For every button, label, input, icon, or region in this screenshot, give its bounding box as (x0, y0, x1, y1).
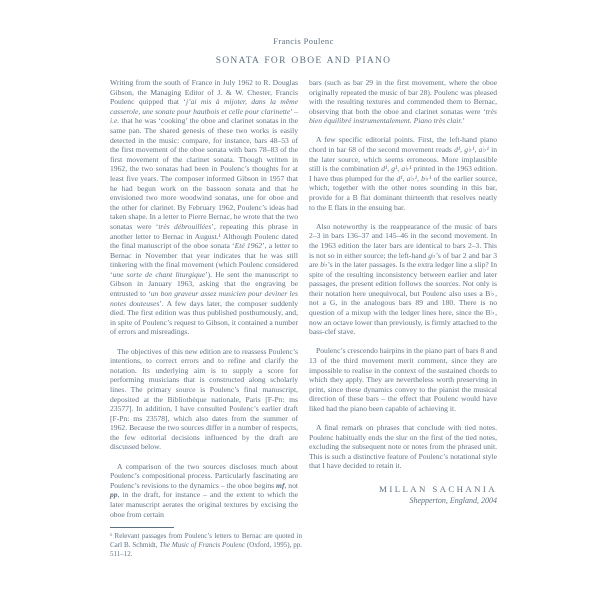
text-run: of the earlier source, which, together with the other notes sounding in this bar, provide for a B flat dominant thirteenth that resolves neatly to the E flats in the ensuing bar. (309, 173, 497, 212)
text-run: g♭ (428, 250, 436, 260)
paragraph (110, 78, 298, 337)
text-run: bars (such as bar 29 in the first movement, where the oboe originally repeated the music of bar 28). Poulenc was pleased with the resulting textures and commended them to Bernac, observing that both the oboe and clarinet sonatas were ‘ (309, 78, 497, 116)
text-run: Poulenc’s crescendo hairpins in the piano part of bars 8 and 13 of the third movement merit comment, since they are impossible to realise in the context of the sustained chords to which they apply. They are nevertheless worth preserving in print, since these dynamics convey to the pianist the musical direction of these bars – the effect that Poulenc would have liked had the piano been capable of achieving it. (309, 346, 497, 413)
text-run: The Music of Francis Poulenc (159, 541, 245, 550)
paragraph (110, 347, 298, 453)
footnote-separator (110, 527, 174, 528)
paragraph (309, 222, 497, 337)
text-run: ’s in the later passages. Is the extra ledger line a slip? In spite of the resulting inconsistency between earlier and later passages, the present edition follows the sources. Not only is their notation here unequivocal, but Poulenc also uses a B♭, not a G, in the analogous bars 89 and 180. There is no question of a mixup with the ledger lines here, since the B♭, now an octave lower than previously, is firmly attached to the bass-clef stave. (309, 260, 498, 337)
text-run: très bien équilibré instrumentalement. Piano très clair. (309, 106, 497, 126)
text-run: j’ai mis à mijoter, dans la même casserole, une sonate pour hautbois et celle pour clarinette (110, 97, 298, 116)
text-run: ’. A few days later, the composer suddenly died. The first edition was thus published posthumously, and, in spite of Poulenc’s request to Gibson, it contained a number of errors and misreadings. (110, 298, 298, 337)
text-columns (110, 78, 497, 529)
text-run: d¹, g¹, a♭¹ (381, 164, 412, 174)
left-column-paragraphs (110, 78, 298, 519)
text-run: d¹, g♭¹, a♭¹ (454, 145, 489, 155)
text-run: Also noteworthy is the reappearance of the music of bars 2–3 in bars 136–37 and 145–46 in the second movement. In the 1963 edition the later bars are identical to bars 2–3. This is not so in either source; the left-hand (309, 221, 497, 260)
text-run: , in the draft, for instance – and the extent to which the later manuscript aerates the original textures by excising the oboe from certain (110, 490, 298, 519)
paragraph (309, 423, 497, 471)
footnote-text (110, 532, 302, 560)
paragraph (110, 462, 298, 520)
text-run: ’, a letter to Bernac in November that year indicates that he was still tinkering with the final movement (which Poulenc considered ‘ (110, 241, 298, 279)
text-run: ’ – (290, 106, 298, 116)
text-run: Eté 1962 (234, 241, 263, 251)
paragraph (110, 532, 302, 560)
text-run: in the later source, which seems erroneous. More implausible still is the combination (309, 145, 497, 174)
paragraph (309, 346, 497, 413)
text-run: (Oxford, 1995), pp. 511–12. (110, 541, 302, 559)
text-run: A few specific editorial points. First, the left-hand piano chord in bar 68 of the second movement reads (309, 135, 497, 155)
page-title: SONATA FOR OBOE AND PIANO (215, 56, 392, 66)
paragraph (309, 78, 497, 126)
text-run: that he was ‘cooking’ the oboe and clarinet sonatas in the same pan. The shared genesis of these two works is easily detected in the music: compare, for instance, bars 48–53 of the first movement of the oboe sonata with bars 78–83 of the first movement of the clarinet sonata. Though written in 1962, the two sonatas had been in Poulenc’s thoughts for at least five years. The composer informed Gibson in 1957 that he had begun work on the bassoon sonata and that he envisioned two more woodwind sonatas, one for oboe and the other for clarinet. By February 1962, Poulenc’s ideas had taken shape. In a letter to Pierre Bernac, he wrote that the two sonatas were ‘ (110, 116, 298, 231)
right-column (309, 78, 497, 529)
text-run: pp (110, 490, 118, 500)
text-run: Writing from the south of France in July 1962 to R. Douglas Gibson, the Managing Editor of J. & W. Chester, Francis Poulenc quipped that ‘ (110, 78, 298, 107)
text-run: mf (276, 480, 285, 490)
text-run: ’). He sent the manuscript to Gibson in January 1963, asking that the engraving be entrusted to ‘ (110, 269, 298, 299)
text-run: , not (284, 480, 298, 490)
text-run: ’ (462, 116, 465, 126)
text-run: A comparison of the two sources discloses much about Poulenc’s compositional process. Particularly fascinating are Poulenc’s revisions to the dynamics – the oboe begins (110, 461, 298, 490)
text-run: b♭ (320, 260, 328, 270)
right-column-paragraphs (309, 78, 497, 471)
text-run: ¹ Relevant passages from Poulenc’s letters to Bernac are quoted in Carl B. Schmidt, (110, 532, 302, 550)
text-run: d¹, a♭¹, b♭¹ (396, 173, 432, 183)
text-run: The objectives of this new edition are to reassess Poulenc’s intentions, to correct errors and to refine and clarify the notation. Its underlying aim is to supply a score for performing musicians that is constructed along scholarly lines. The primary source is Poulenc’s final manuscript, deposited at the Bibliothèque nationale, Paris [F-Pn: ms 23577]. In addition, I have consulted Poulenc’s earlier draft [F-Pn: ms 23578], which also dates from the summer of 1962. Because the two sources differ in a number of respects, the few editorial decisions influenced by the draft are discussed below. (110, 346, 298, 452)
text-run: ’s of bar 2 and bar 3 are (309, 250, 498, 270)
text-run: très débrouillées (158, 221, 212, 231)
signature-place-date: Shepperton, England, 2004 (409, 495, 497, 505)
left-column (110, 78, 298, 529)
author-heading: Francis Poulenc (273, 36, 334, 46)
text-run: printed in the 1963 edition. I have thus plumped for the (309, 164, 497, 183)
text-run: une sorte de chant liturgique (112, 269, 206, 279)
editor-name: MILLAN SACHANIA (379, 483, 497, 494)
footnote-area (110, 527, 302, 560)
text-run: ’, repeating this phrase in another letter to Bernac in August.¹ Although Poulenc dated the final manuscript of the oboe sonata ‘ (110, 221, 299, 251)
text-run: A final remark on phrases that conclude with tied notes. Poulenc habitually ends the slur on the first of the tied notes, excluding the subsequent note or notes from the phrased unit. This is such a distinctive feature of Poulenc’s notational style that I have decided to retain it. (309, 423, 497, 471)
text-run: i.e. (110, 116, 120, 126)
text-run: un bon graveur assez musicien pour deviner les notes douteuses (110, 289, 298, 308)
paragraph (309, 135, 497, 212)
signature-block (309, 484, 497, 505)
